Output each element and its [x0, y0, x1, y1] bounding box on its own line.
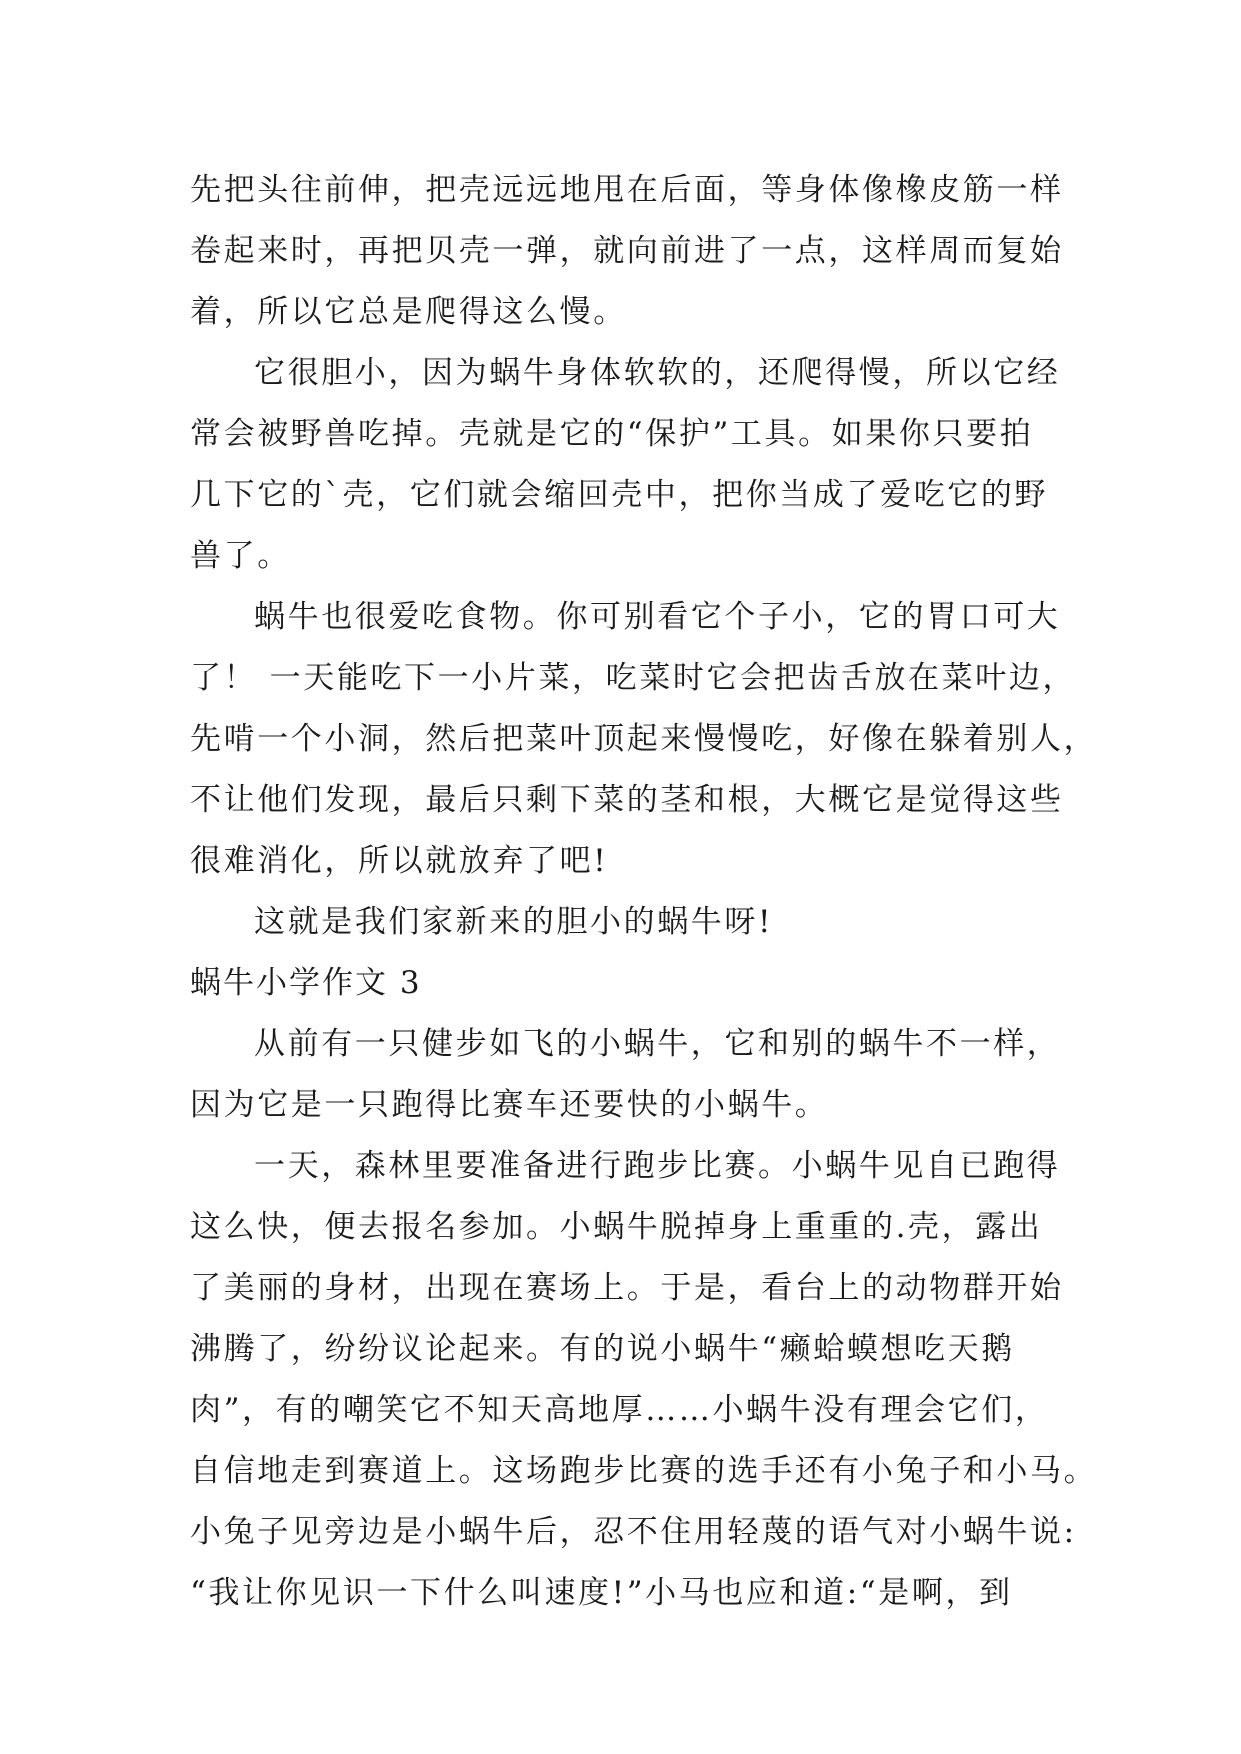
text-line: “我让你见识一下什么叫速度!”小马也应和道:“是啊，到 — [190, 1575, 1013, 1611]
text-line: 这就是我们家新来的胆小的蜗牛呀! — [254, 904, 774, 940]
text-line: 它很胆小，因为蜗牛身体软软的，还爬得慢，所以它经 — [254, 355, 1061, 391]
text-line: 因为它是一只跑得比赛车还要快的小蜗牛。 — [190, 1087, 829, 1123]
text-line: 了美丽的身材，出现在赛场上。于是，看台上的动物群开始 — [190, 1270, 1064, 1306]
text-line: 小兔子见旁边是小蜗牛后，忍不住用轻蔑的语气对小蜗牛说: — [190, 1514, 1077, 1550]
document-body — [190, 160, 1098, 1624]
text-line: 蜗牛也很爱吃食物。你可别看它个子小，它的胃口可大 — [254, 599, 1061, 635]
text-line: 不让他们发现，最后只剩下菜的茎和根，大概它是觉得这些 — [190, 782, 1064, 818]
text-line: 几下它的`壳，它们就会缩回壳中，把你当成了爱吃它的野 — [190, 477, 1049, 513]
text-line: 着，所以它总是爬得这么慢。 — [190, 294, 627, 330]
text-line: 从前有一只健步如飞的小蜗牛，它和别的蜗牛不一样， — [254, 1026, 1061, 1062]
section-heading: 蜗牛小学作文 3 — [190, 965, 422, 1001]
text-line: 卷起来时，再把贝壳一弹，就向前进了一点，这样周而复始 — [190, 233, 1064, 269]
text-line: 先把头往前伸，把壳远远地甩在后面，等身体像橡皮筋一样 — [190, 172, 1064, 208]
text-line: 肉”，有的嘲笑它不知天高地厚……小蜗牛没有理会它们， — [190, 1392, 1049, 1428]
text-line: 先啃一个小洞，然后把菜叶顶起来慢慢吃，好像在躲着别人， — [190, 721, 1098, 757]
text-line: 一天，森林里要准备进行跑步比赛。小蜗牛见自已跑得 — [254, 1148, 1061, 1184]
text-line: 兽了。 — [190, 538, 291, 574]
text-line: 沸腾了，纷纷议论起来。有的说小蜗牛“癞蛤蟆想吃天鹅 — [190, 1331, 1015, 1367]
text-line: 这么快，便去报名参加。小蜗牛脱掉身上重重的.壳，露出 — [190, 1209, 1043, 1245]
text-line: 自信地走到赛道上。这场跑步比赛的选手还有小兔子和小马。 — [190, 1453, 1098, 1489]
text-line: 常会被野兽吃掉。壳就是它的“保护”工具。如果你只要拍 — [190, 416, 1034, 452]
text-line: 很难消化，所以就放弃了吧! — [190, 843, 609, 879]
text-line: 了！ 一天能吃下一小片菜，吃菜时它会把齿舌放在菜叶边， — [190, 660, 1077, 696]
